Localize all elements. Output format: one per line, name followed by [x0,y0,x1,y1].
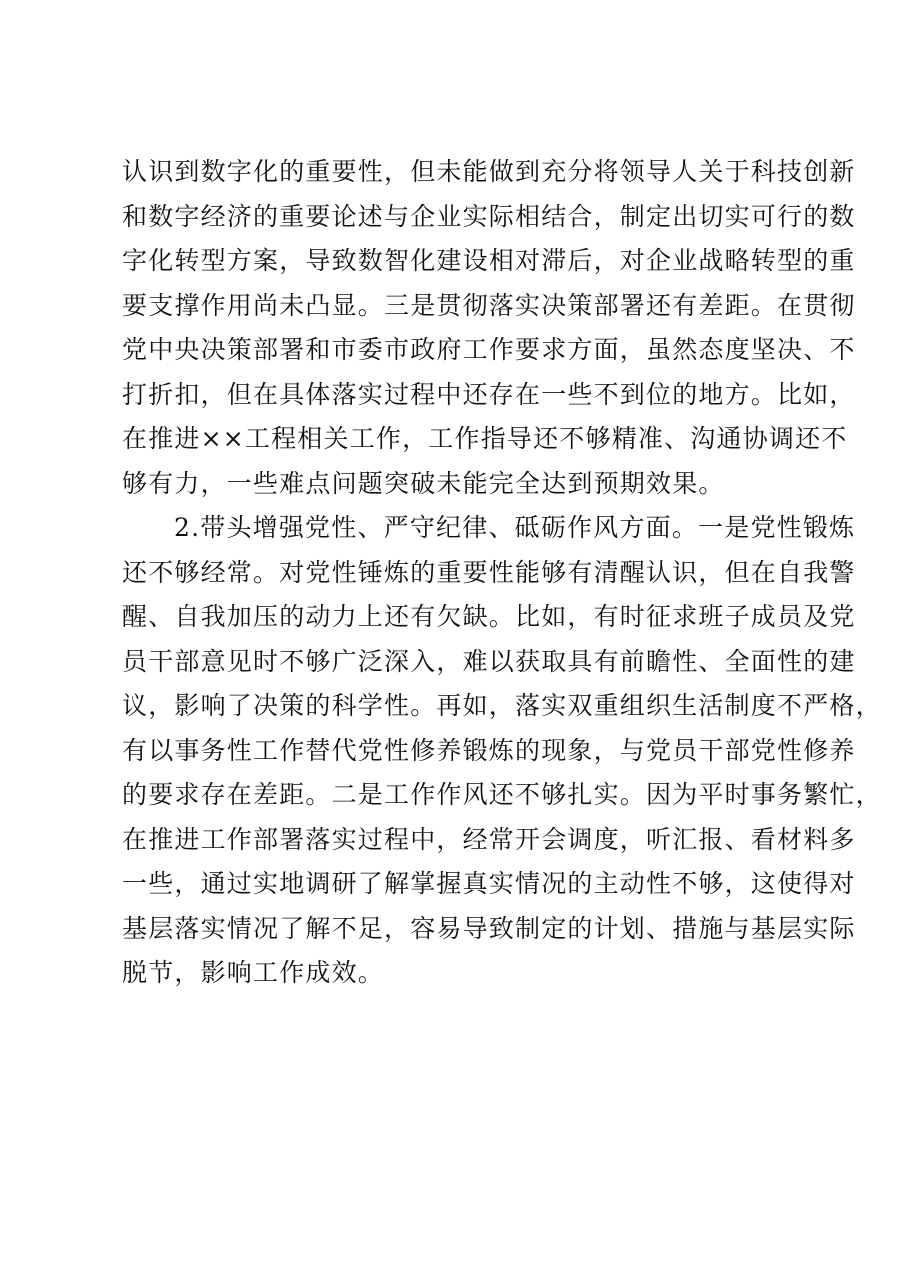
paragraph-1-line-4: 要支撑作用尚未凸显。三是贯彻落实决策部署还有差距。在贯彻 [122,290,856,320]
paragraph-2-line-6: 有以事务性工作替代党性修养锻炼的现象，与党员干部党性修养 [122,735,856,765]
paragraph-1-line-8: 够有力，一些难点问题突破未能完全达到预期效果。 [122,468,725,498]
paragraph-2-line-3: 醒、自我加压的动力上还有欠缺。比如，有时征求班子成员及党 [122,602,856,631]
paragraph-2-line-10: 基层落实情况了解不足，容易导致制定的计划、措施与基层实际 [122,913,856,943]
paragraph-2-line-7: 的要求存在差距。二是工作作风还不够扎实。因为平时事务繁忙， [122,780,882,809]
paragraph-1-line-7: 在推进××工程相关工作，工作指导还不够精准、沟通协调还不 [122,424,848,453]
paragraph-2-line-5: 议，影响了决策的科学性。再如，落实双重组织生活制度不严格， [122,691,882,720]
paragraph-1-line-2: 和数字经济的重要论述与企业实际相结合，制定出切实可行的数 [122,201,856,231]
paragraph-2-line-1: 2.带头增强党性、严守纪律、砥砺作风方面。一是党性锻炼 [174,513,856,542]
paragraph-1-line-6: 打折扣，但在具体落实过程中还存在一些不到位的地方。比如， [122,379,856,409]
paragraph-1-line-1: 认识到数字化的重要性，但未能做到充分将领导人关于科技创新 [122,157,856,186]
paragraph-2-line-2: 还不够经常。对党性锤炼的重要性能够有清醒认识，但在自我警 [122,557,856,587]
paragraph-2-line-4: 员干部意见时不够广泛深入，难以获取具有前瞻性、全面性的建 [122,646,856,676]
paragraph-2-line-8: 在推进工作部署落实过程中，经常开会调度，听汇报、看材料多 [122,824,856,854]
paragraph-1-line-3: 字化转型方案，导致数智化建设相对滞后，对企业战略转型的重 [122,246,856,275]
paragraph-1-line-5: 党中央决策部署和市委市政府工作要求方面，虽然态度坚决、不 [122,335,856,364]
paragraph-2-line-11: 脱节，影响工作成效。 [122,958,385,987]
paragraph-2-line-9: 一些，通过实地调研了解掌握真实情况的主动性不够，这使得对 [122,869,856,898]
document-body [122,150,882,996]
